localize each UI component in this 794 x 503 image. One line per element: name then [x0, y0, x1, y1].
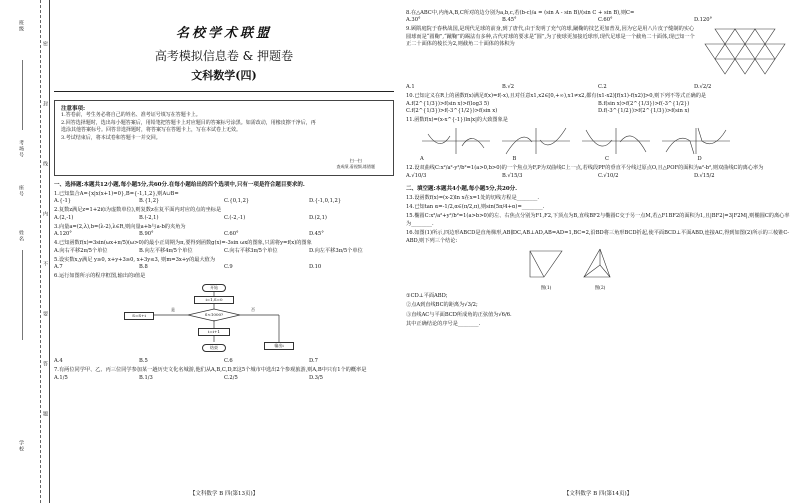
option: B.1/3: [139, 374, 153, 381]
strip-label-school: 学校: [18, 440, 24, 452]
truncated-icosahedron-figure: [700, 24, 790, 84]
q9-block: [406, 24, 790, 84]
option: C.2/5: [224, 374, 238, 381]
options-q1: [54, 198, 394, 205]
seal-tag: 内: [42, 211, 48, 216]
question-2: 2.复数z满足z=1+2i(i为虚数单位),则复数z在复平面内对应的点的坐标是: [54, 207, 222, 214]
option: A: [420, 156, 424, 163]
option: D.{-1,0,1,2}: [309, 198, 342, 205]
statement-2: ②点A到直线BC的距离为√3/2;: [406, 302, 478, 309]
right-page: [406, 0, 790, 503]
seal-tag: 不: [42, 261, 48, 266]
option: A.向右平移2π/5个单位: [54, 247, 108, 254]
option: C.2: [598, 84, 607, 91]
exam-subject-title: 文科数学(四): [191, 69, 257, 82]
strip-label-seat: 座号: [18, 185, 24, 197]
option: B.向左平移4π/5个单位: [139, 247, 193, 254]
exam-series-title: 高考模拟信息卷 & 押题卷: [154, 49, 294, 63]
strip-write-line: [22, 60, 23, 130]
option: B.90°: [139, 231, 154, 238]
notice-title: 注意事项:: [61, 106, 86, 112]
option: A.7: [54, 264, 63, 271]
title-divider: [54, 91, 394, 92]
section-heading-fill: 二、填空题:本题共4小题,每小题5分,共20分.: [406, 185, 518, 192]
options-q4: [54, 248, 394, 255]
options-q2: [54, 215, 394, 222]
question-9: 9.顾隋庭院于春秋战国,是现代足球的前身,到了唐代,由于发明了充气的球,蹴鞠的技艺更加普及,因为它是用八片皮子缝制的实心圆球而是“圆鞠”,“蹴鞠”的踢法有多种,古代对球的要求是“圆”,为了使球更加接近球形,现代足球是一个截角二十面体,现已知一个正二十面体的棱长为2,则截角二十面体的体积为: [406, 26, 695, 48]
option: D.7: [309, 358, 318, 365]
qr-stamp: [336, 158, 375, 170]
graph-option-a: [420, 126, 492, 156]
option: C.√10/2: [598, 172, 619, 179]
question-12: 12.设双曲线C:x²/a²-y²/b²=1(a>0,b>0)的一个焦点为F,P为双曲线C上一点,若线段PF的垂直平分线过原点O,且△POF的面积为a²-b²,则双曲线C的离心率为: [406, 165, 764, 172]
option: A.√10/3: [406, 172, 427, 179]
notice-item: 1.答卷前，考生务必将自己的姓名、准考证号填写在答题卡上。: [61, 112, 201, 118]
graph-option-c: [580, 126, 652, 156]
options-q10-row1: [406, 101, 790, 108]
strip-label-class: 班级: [18, 20, 24, 32]
q11-graphs: [420, 126, 790, 156]
option: A.30°: [406, 17, 421, 24]
seal-tag: 线: [42, 161, 48, 166]
options-q5: [54, 264, 394, 271]
strip-label-exam-room: 考场号: [18, 140, 24, 158]
option: A.4: [54, 358, 63, 365]
exam-brand-title: 名校学术联盟: [175, 26, 272, 41]
question-5: 5.设实数x,y满足 y≥0, x+y+3≥0, x+3y≤3, 则m=3x+y的最大值为: [54, 256, 216, 263]
option: D.向左平移3π/5个单位: [309, 247, 363, 254]
flow-output: 输出i: [264, 342, 294, 350]
option: B.√15/3: [502, 172, 523, 179]
option: C.60°: [598, 17, 613, 24]
option: A.{-1}: [54, 198, 72, 205]
option: B.45°: [502, 17, 517, 24]
option: D.3/5: [309, 374, 323, 381]
option: C.{0,1,2}: [224, 198, 250, 205]
option: D.f(-3^{1/2})>f(2^{1/3})>f(sin x): [598, 107, 690, 114]
options-q9: [406, 84, 790, 91]
figure-1-caption: 图(1): [540, 286, 552, 292]
option: A.(2,-1): [54, 214, 74, 221]
option: A.1: [406, 84, 415, 91]
flow-accumulate: S=S+i: [124, 312, 154, 320]
options-q11: [420, 156, 790, 163]
statement-1: ①CD⊥平面ABD;: [406, 293, 448, 300]
option: C.9: [224, 264, 233, 271]
seal-tag: 封: [42, 101, 48, 106]
option: A.1/5: [54, 374, 68, 381]
question-14: 14.已知tan α=-1/2,α∈(π/2,π),则sin(5π/4+α)=________.: [406, 204, 545, 211]
question-8: 8.在△ABC中,内角A,B,C所对的边分别为a,b,c,若(b-c)/a = (sin A - sin B)/(sin C + sin B),则C=: [406, 10, 635, 16]
option: B.{1,2}: [139, 198, 160, 205]
flow-no-label: 否: [248, 307, 258, 313]
option: D.10: [309, 264, 322, 271]
flow-init: i=1,S=0: [194, 296, 234, 304]
seal-tag: 密: [42, 41, 48, 46]
question-13: 13.设函数f(x)=(x-2)ln x在x=1处的切线方程是________.: [406, 194, 540, 201]
options-q10-row2: [406, 108, 790, 115]
question-6: 6.运行如图所示的程序框图,输出的i值是: [54, 273, 146, 280]
options-q6: [54, 358, 394, 365]
options-q12: [406, 173, 790, 180]
figure-1: [526, 247, 566, 291]
seal-dashed-line: [40, 0, 41, 503]
option: A.f(2^{1/3})>f(sin x)>f(log3 5): [406, 100, 490, 107]
strip-write-line: [22, 250, 23, 340]
option: B.(-2,1): [139, 214, 159, 221]
figure-1-drawing: [526, 247, 566, 281]
page-footer: 【文科数学 B 四(第14页)】: [563, 491, 633, 497]
stamp-line: 扫一扫: [349, 158, 362, 163]
left-page: [54, 0, 394, 503]
option: D: [697, 156, 702, 163]
options-q3: [54, 231, 394, 238]
notice-item: 3.考试结束后，将本试卷和答题卡一并交回。: [61, 134, 161, 141]
option: A.120°: [54, 231, 72, 238]
binding-strip: [0, 0, 50, 503]
option: B.√2: [502, 84, 515, 91]
question-3: 3.向量a=(2,λ),b=(λ-2),λ∈R,则向量a+b与a-b的夹角为: [54, 223, 186, 230]
question-16: 16.如图(1)所示,四边形ABCD是直角梯形,AB∥DC,AB⊥AD,AB=AD=1,BC=2,沿BD将三角形BCD折起,使平面BCD⊥平面ABD,连接AC,得到如图(2)所示的三棱锥C-ABD,则下列三个结论:: [406, 230, 790, 244]
question-4: 4.已知函数f(x)=3sin(ωx+π/5)(ω>0)的最小正周期为π,要得到函数g(x)=-3sin ωx的图象,只需将y=f(x)的图象: [54, 240, 312, 247]
graph-option-b: [500, 126, 572, 156]
flow-yes-label: 是: [168, 307, 178, 313]
graph-option-d: [660, 126, 732, 156]
seal-tag: 题: [42, 411, 48, 416]
question-15: 15.椭圆C:x²/a²+y²/b²=1(a>b>0)的左、右焦点分别为F1,F2,下顶点为B,直线BF2与椭圆C交于另一点M,若△F1BF2的面积为1,且|BF2|=3|F2M|,则椭圆C的离心率为________.: [406, 213, 790, 227]
strip-label-name: 姓名: [18, 230, 24, 242]
flow-increment: i=i+1: [198, 328, 230, 336]
statement-4: 其中正确结论的序号是________.: [406, 321, 481, 328]
options-q8: [406, 17, 790, 24]
notice-item: 2.回答选择题时，选出每小题答案后，用铅笔把答题卡上对应题目的答案标号涂黑。如需改动，用橡皮擦干净后，再选涂其他答案标号。回答非选择题时，将答案写在答题卡上，写在本试卷上无效。: [61, 119, 316, 133]
option: D.(2,1): [309, 214, 327, 221]
option: D.√2/2: [694, 84, 712, 91]
option: C: [605, 156, 609, 163]
option: D.120°: [694, 17, 713, 24]
option: B.8: [139, 264, 148, 271]
statement-3: ③直线AC与平面BCD所成角的正弦值为√6/6.: [406, 311, 512, 318]
section-heading-choice: 一、选择题:本题共12小题,每小题5分,共60分.在每小题给出的四个选项中,只有一项是符合题目要求的.: [54, 182, 305, 188]
figure-2-caption: 图(2): [594, 286, 606, 292]
page-footer: 【文科数学 B 四(第13页)】: [189, 491, 259, 497]
option: D.√15/2: [694, 172, 715, 179]
seal-tag: 答: [42, 361, 48, 366]
flow-condition: S<1000?: [204, 312, 224, 318]
flow-start: 开始: [202, 284, 226, 292]
stamp-line: 查成绩,看视频,练错题: [336, 164, 375, 169]
seal-tag: 要: [42, 311, 48, 316]
notice-box: [54, 100, 394, 176]
question-7: 7.有两位同学甲、乙、丙三位同学参加某一趟历史文化名城游,他们从A,B,C,D,E这5个城市中选出2个参观旅游,则A,B中只有1个的概率是: [54, 367, 367, 374]
figure-2: [580, 247, 620, 291]
option: B.5: [139, 358, 148, 365]
question-10: 10.已知定义在R上的函数f(x)满足f(x)=f(-x),且对任意x1,x2∈[0,+∞),x1≠x2,都有(x1-x2)[f(x1)-f(x2)]>0,则下列不等式正确的是: [406, 93, 707, 100]
option: C.向右平移3π/5个单位: [224, 247, 278, 254]
q16-figures: [526, 247, 790, 291]
question-11: 11.函数f(x)=(x-x^{-1})ln|x|的大致图象是: [406, 116, 508, 123]
option: B.f(sin x)>f(2^{1/3})>f(-3^{1/2}): [598, 100, 690, 107]
option: B: [512, 156, 517, 163]
option: D.45°: [309, 231, 324, 238]
figure-2-drawing: [580, 247, 620, 281]
option: C.(-2,-1): [224, 214, 246, 221]
flowchart: [94, 282, 334, 358]
question-1: 1.已知集合A={x|x(x+1)=0},B={-1,1,2},则A∪B=: [54, 191, 179, 197]
options-q7: [54, 375, 394, 382]
option: C.6: [224, 358, 233, 365]
option: C.60°: [224, 231, 239, 238]
flow-end: 结束: [202, 344, 226, 352]
option: C.f(2^{1/3})>f(-3^{1/2})>f(sin x): [406, 107, 498, 114]
